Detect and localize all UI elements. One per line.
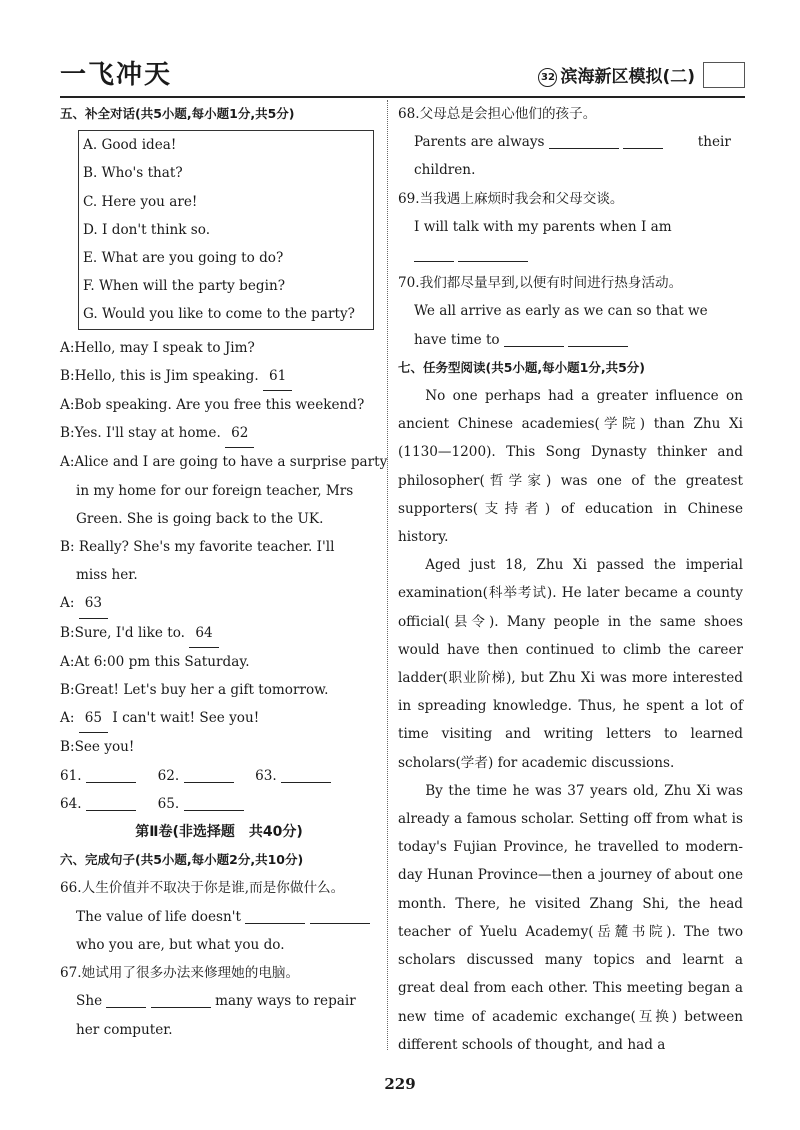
answer-line-65[interactable] [184,795,244,811]
page-header [60,52,745,94]
q67-blank-2[interactable] [151,992,211,1008]
dialogue-line-9: A:At 6:00 pm this Saturday. [60,653,250,670]
answer-line-62[interactable] [184,767,234,783]
dialogue-line-5a: A:Alice and I are going to have a surprise party [60,454,388,471]
section-5-title: 五、补全对话(共5小题,每小题1分,共5分) [60,106,295,121]
dialogue-line-1: A:Hello, may I speak to Jim? [60,339,255,356]
dialogue-text: A: [60,710,75,727]
q67-line-b: her computer. [76,1021,173,1038]
dialogue-line-2 [60,362,378,391]
option-d: D. I don't think so. [83,221,211,238]
exam-title-text: 滨海新区模拟(二) [560,67,695,87]
q70-line-b [398,326,743,354]
column-divider [387,100,388,1050]
option-a: A. Good idea! [83,137,177,154]
brand-title: 一飞冲天 [60,60,173,90]
page-number: 229 [384,1075,416,1093]
option-c: C. Here you are! [83,193,198,210]
answer-label-61: 61. [60,767,82,784]
q69-line-b [398,241,743,269]
option-b: B. Who's that? [83,165,183,182]
q67-blank-1[interactable] [106,992,146,1008]
q68-blank-1[interactable] [549,133,619,149]
dialogue-line-4 [60,419,378,448]
reading-paragraph-3: By the time he was 37 years old, Zhu Xi was already a famous scholar. Setting off from what is today's Fujian Province, he travelled to modern-day Hunan Province—then a journey of about one month. There, he visited Zhang Shi, the head teacher of Yuelu Academy(岳麓书院). The two scholars discussed many topics and learnt a great deal from each other. This meeting began a new time of academic exchange(互换) between different schools of thought, and had a [398,782,743,1053]
dialogue-line-5c: Green. She is going back to the UK. [76,510,324,527]
answer-blank-63[interactable]: 63 [79,589,108,618]
q67-text: She [76,993,103,1010]
dialogue-line-8 [60,619,378,648]
dialogue-text: B:Sure, I'd like to. [60,624,185,641]
answer-line-61[interactable] [86,767,136,783]
q69-chinese: 69.当我遇上麻烦时我会和父母交谈。 [398,190,624,207]
answer-blank-62[interactable]: 62 [225,419,254,448]
answer-label-65: 65. [157,795,180,812]
right-column [398,100,743,1059]
header-decoration-icon [703,62,745,88]
dialogue-line-6b: miss her. [76,567,138,584]
dialogue-line-12: B:See you! [60,739,135,756]
option-e: E. What are you going to do? [83,250,284,267]
exam-number-badge: 32 [538,68,557,87]
q66-line-a [60,903,378,931]
q66-chinese: 66.人生价值并不取决于你是谁,而是你做什么。 [60,880,345,897]
dialogue-text: I can't wait! See you! [112,710,260,727]
part-2-title: 第Ⅱ卷(非选择题 共40分) [135,824,303,841]
q66-blank-2[interactable] [310,908,370,924]
q69-blank-2[interactable] [458,246,528,262]
reading-paragraph-2: Aged just 18, Zhu Xi passed the imperial examination(科举考试). He later became a county official(县令). Many people in the same shoes would have then continued to climb the career ladder(职业阶梯), but Zhu Xi was more interested in spreading knowledge. Thus, he spent a lot of time visiting and writing letters to learned scholars(学者) for academic discussions. [398,557,743,771]
options-box [78,130,374,329]
q70-text: have time to [414,331,500,348]
q70-blank-2[interactable] [568,331,628,347]
q69-line-a: I will talk with my parents when I am [414,218,672,235]
exam-title [538,62,695,87]
dialogue-line-5b: in my home for our foreign teacher, Mrs [76,482,354,499]
q66-blank-1[interactable] [245,908,305,924]
left-column [60,100,388,1044]
answer-label-64: 64. [60,795,82,812]
q67-chinese: 67.她试用了很多办法来修理她的电脑。 [60,965,300,982]
q67-text: many ways to repair [215,993,356,1010]
option-g: G. Would you like to come to the party? [83,306,355,323]
answer-row-1 [60,762,378,790]
q68-text: their [697,134,731,151]
header-rule [60,96,745,98]
answer-line-64[interactable] [86,795,136,811]
answer-label-63: 63. [255,767,277,784]
dialogue-line-6a: B: Really? She's my favorite teacher. I'll [60,539,335,556]
q66-line-b: who you are, but what you do. [76,936,285,953]
dialogue-line-7 [60,589,378,618]
dialogue-line-10: B:Great! Let's buy her a gift tomorrow. [60,682,329,699]
q68-blank-2[interactable] [623,133,663,149]
q68-line-b: children. [414,162,476,179]
dialogue-text: B:Hello, this is Jim speaking. [60,367,259,384]
answer-blank-64[interactable]: 64 [189,619,218,648]
answer-row-2 [60,790,378,818]
dialogue-line-11 [60,704,378,733]
dialogue-line-3: A:Bob speaking. Are you free this weekend? [60,397,365,414]
section-7-title: 七、任务型阅读(共5小题,每小题1分,共5分) [398,359,646,375]
answer-line-63[interactable] [281,767,331,783]
dialogue-text: B:Yes. I'll stay at home. [60,425,221,442]
answer-label-62: 62. [157,767,180,784]
q69-blank-1[interactable] [414,246,454,262]
q70-line-a: We all arrive as early as we can so that we [414,303,708,320]
answer-blank-61[interactable]: 61 [263,362,292,391]
q70-chinese: 70.我们都尽量早到,以便有时间进行热身活动。 [398,275,683,292]
reading-paragraph-1: No one perhaps had a greater influence on ancient Chinese academies(学院) than Zhu Xi (1130—1200). This Song Dynasty thinker and philosopher(哲学家) was one of the greatest supporters(支持者) of education in Chinese history. [398,388,743,546]
dialogue-text: A: [60,595,75,612]
q68-line-a [398,128,743,156]
option-f: F. When will the party begin? [83,278,285,295]
q67-line-a [60,987,378,1015]
q66-text: The value of life doesn't [76,908,241,925]
q68-text: Parents are always [414,134,545,151]
q70-blank-1[interactable] [504,331,564,347]
answer-blank-65[interactable]: 65 [79,704,108,733]
section-6-title: 六、完成句子(共5小题,每小题2分,共10分) [60,852,304,868]
q68-chinese: 68.父母总是会担心他们的孩子。 [398,106,597,122]
